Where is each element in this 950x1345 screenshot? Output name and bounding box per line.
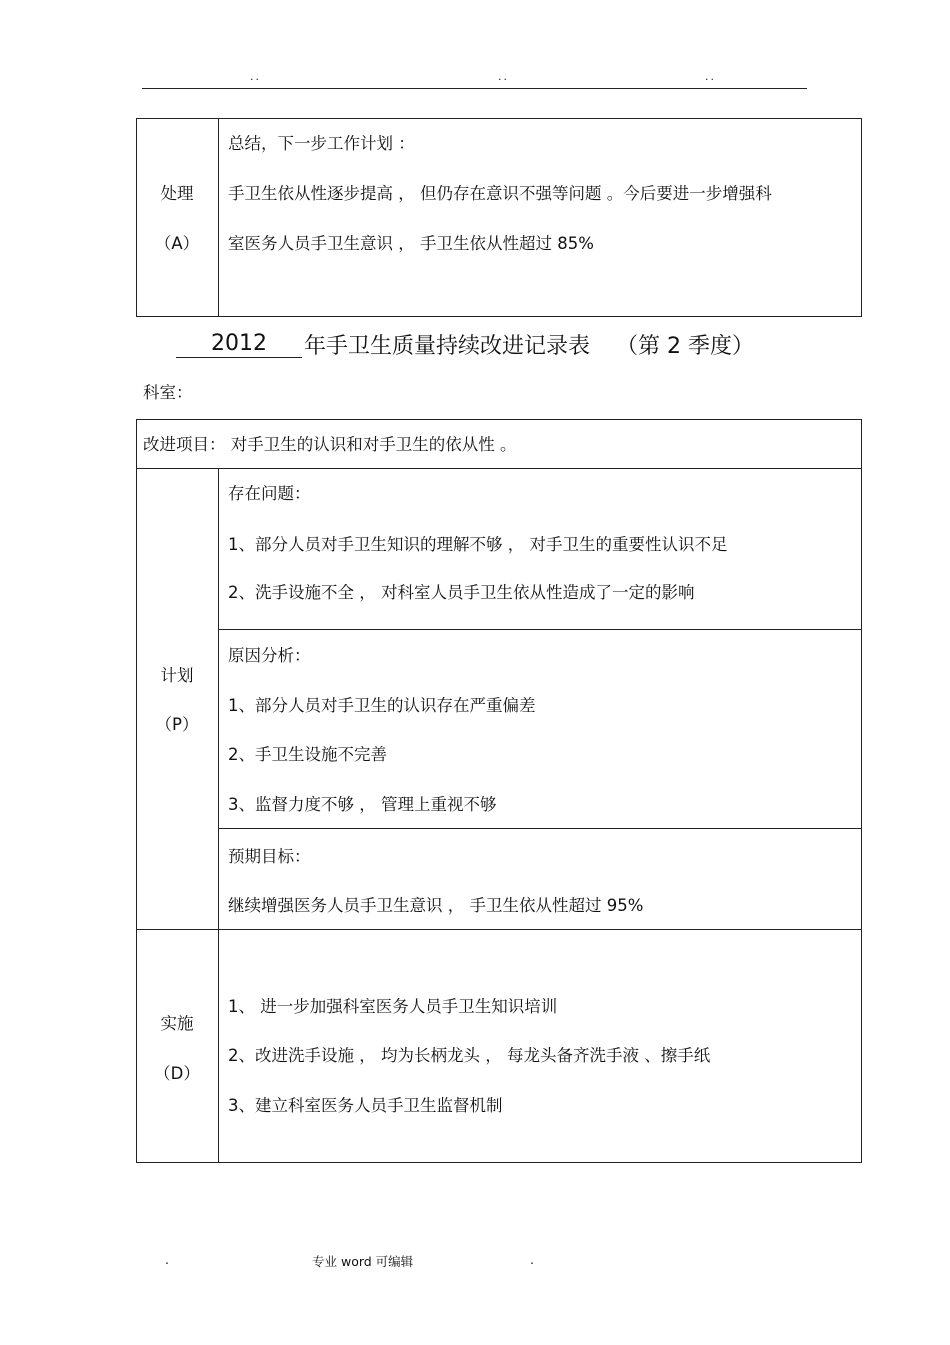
cause-item: 2、手卫生设施不完善 [228, 745, 387, 764]
section-a-label: 处理 [160, 184, 194, 203]
problems-heading: 存在问题： [228, 484, 311, 503]
goal-text: 继续增强医务人员手卫生意识 ， 手卫生依从性超过 95% [228, 896, 644, 915]
title-year: 2012 [176, 333, 302, 358]
footer-text: 专业 word 可编辑 [312, 1254, 414, 1269]
header-rule [142, 88, 807, 89]
header-dots-center: .. [498, 70, 509, 83]
problem-item: 2、洗手设施不全 ， 对科室人员手卫生依从性造成了一定的影响 [228, 583, 695, 602]
section-a-summary-line: 室医务人员手卫生意识 ， 手卫生依从性超过 85% [228, 234, 594, 253]
section-a-divider [218, 118, 219, 317]
implement-label: 实施 [160, 1014, 194, 1033]
problem-item: 1、部分人员对手卫生知识的理解不够 ， 对手卫生的重要性认识不足 [228, 535, 728, 554]
improvement-item: 改进项目： 对手卫生的认识和对手卫生的依从性 。 [143, 435, 517, 454]
row-divider [136, 468, 862, 469]
implement-item: 1、 进一步加强科室医务人员手卫生知识培训 [228, 997, 558, 1016]
page-title: 年手卫生质量持续改进记录表 [304, 334, 591, 359]
plan-label-code: （P） [155, 715, 199, 734]
header-dots-right: .. [705, 70, 716, 83]
plan-label: 计划 [160, 666, 194, 685]
implement-item: 3、建立科室医务人员手卫生监督机制 [228, 1096, 503, 1115]
cause-item: 3、监督力度不够 ， 管理上重视不够 [228, 795, 497, 814]
goal-heading: 预期目标： [228, 847, 311, 866]
row-divider [218, 629, 862, 630]
implement-label-code: （D） [154, 1064, 200, 1083]
section-a-label-code: （A） [154, 234, 200, 253]
header-dots-left: .. [250, 70, 261, 83]
cause-item: 1、部分人员对手卫生的认识存在严重偏差 [228, 696, 536, 715]
causes-heading: 原因分析： [228, 646, 311, 665]
label-column-divider [218, 468, 219, 1163]
title-quarter: （第 2 季度） [616, 334, 754, 359]
department-label: 科室： [143, 383, 193, 402]
footer-dot-right: . [530, 1252, 534, 1267]
section-a-summary-line: 手卫生依从性逐步提高 ， 但仍存在意识不强等问题 。今后要进一步增强科 [228, 184, 772, 203]
row-divider [218, 828, 862, 829]
footer-dot-left: . [165, 1252, 169, 1267]
implement-item: 2、改进洗手设施 ， 均为长柄龙头 ， 每龙头备齐洗手液 、擦手纸 [228, 1046, 711, 1065]
section-a-summary-heading: 总结，下一步工作计划 ： [228, 134, 415, 153]
row-divider [136, 929, 862, 930]
